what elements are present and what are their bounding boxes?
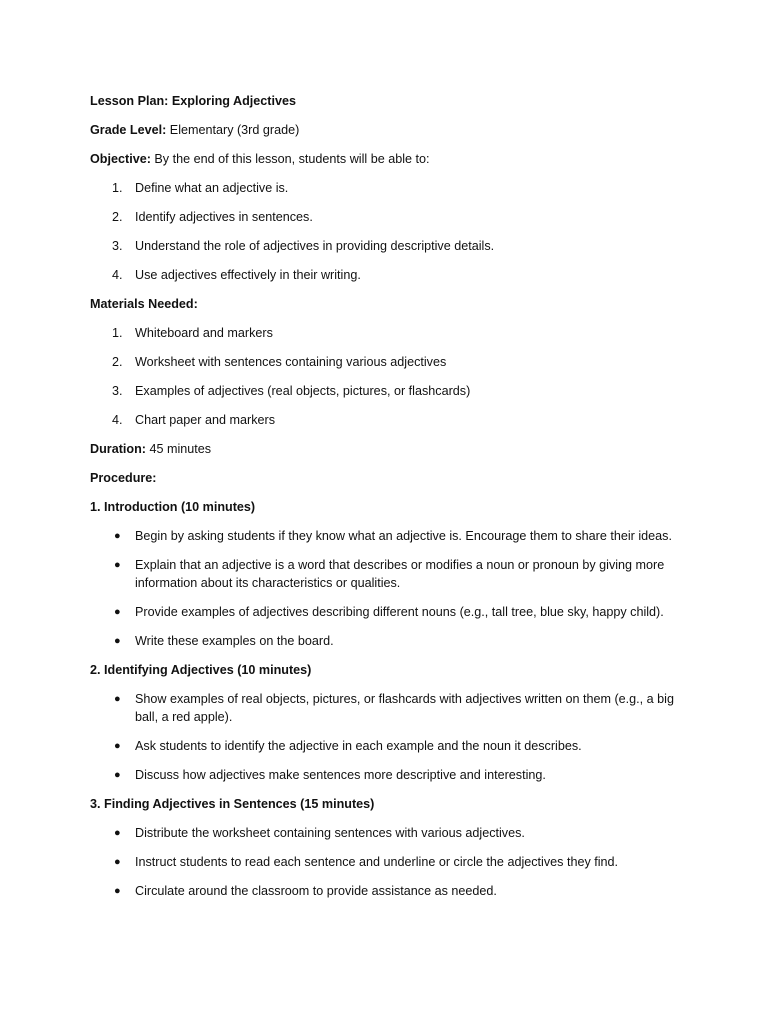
list-item-text: Ask students to identify the adjective in each example and the noun it describes. (135, 739, 582, 753)
list-item (90, 853, 690, 871)
objective-list (90, 179, 690, 284)
objective (90, 150, 690, 168)
list-number: 3. (112, 239, 123, 253)
materials-label: Materials Needed: (90, 297, 198, 311)
list-item-text: Use adjectives effectively in their writing. (135, 268, 361, 282)
list-item (90, 411, 690, 429)
objective-label: Objective: (90, 152, 151, 166)
lesson-title-text: Lesson Plan: Exploring Adjectives (90, 94, 296, 108)
list-number: 2. (112, 355, 123, 369)
list-item (90, 603, 690, 621)
list-number: 2. (112, 210, 123, 224)
list-number: 1. (112, 181, 123, 195)
document-body (90, 92, 690, 911)
section-heading-text: 1. Introduction (10 minutes) (90, 500, 256, 514)
list-item-text: Define what an adjective is. (135, 181, 289, 195)
list-item (90, 824, 690, 842)
materials-heading (90, 295, 690, 313)
materials-list (90, 324, 690, 429)
list-item (90, 237, 690, 255)
lesson-title (90, 92, 690, 110)
list-item-text: Discuss how adjectives make sentences more descriptive and interesting. (135, 768, 546, 782)
list-number: 3. (112, 384, 123, 398)
list-item (90, 353, 690, 371)
list-item-text: Explain that an adjective is a word that describes or modifies a noun or pronoun by giving more information about its characteristics or qualities. (135, 558, 665, 590)
list-item-text: Show examples of real objects, pictures, or flashcards with adjectives written on them (e.g., a big ball, a red apple). (135, 692, 674, 724)
bullet-list (90, 824, 690, 900)
list-item-text: Chart paper and markers (135, 413, 275, 427)
bullet-icon: ● (114, 885, 121, 897)
list-item (90, 382, 690, 400)
bullet-icon: ● (114, 635, 121, 647)
section-heading (90, 795, 690, 813)
bullet-icon: ● (114, 693, 121, 705)
list-item-text: Write these examples on the board. (135, 634, 334, 648)
duration-value: 45 minutes (145, 442, 212, 456)
list-item-text: Distribute the worksheet containing sentences with various adjectives. (135, 826, 525, 840)
grade-level (90, 121, 690, 139)
section-heading-text: 3. Finding Adjectives in Sentences (15 minutes) (90, 797, 375, 811)
bullet-icon: ● (114, 559, 121, 571)
section-heading (90, 661, 690, 679)
list-item-text: Identify adjectives in sentences. (135, 210, 313, 224)
list-number: 4. (112, 413, 123, 427)
list-item-text: Worksheet with sentences containing various adjectives (135, 355, 447, 369)
section-heading-text: 2. Identifying Adjectives (10 minutes) (90, 663, 312, 677)
bullet-icon: ● (114, 856, 121, 868)
list-item (90, 266, 690, 284)
bullet-icon: ● (114, 530, 121, 542)
list-number: 4. (112, 268, 123, 282)
duration (90, 440, 690, 458)
list-item (90, 208, 690, 226)
bullet-icon: ● (114, 740, 121, 752)
duration-label: Duration: (90, 442, 146, 456)
grade-level-label: Grade Level: (90, 123, 167, 137)
list-item (90, 882, 690, 900)
bullet-icon: ● (114, 827, 121, 839)
bullet-list (90, 690, 690, 784)
bullet-icon: ● (114, 606, 121, 618)
list-item (90, 324, 690, 342)
list-item (90, 690, 690, 726)
list-item (90, 737, 690, 755)
list-item-text: Circulate around the classroom to provide assistance as needed. (135, 884, 497, 898)
list-item (90, 766, 690, 784)
list-item-text: Understand the role of adjectives in providing descriptive details. (135, 239, 495, 253)
list-number: 1. (112, 326, 123, 340)
list-item-text: Instruct students to read each sentence and underline or circle the adjectives they find. (135, 855, 619, 869)
objective-value: By the end of this lesson, students will be able to: (150, 152, 430, 166)
procedure-label: Procedure: (90, 471, 157, 485)
procedure-heading (90, 469, 690, 487)
list-item (90, 632, 690, 650)
bullet-icon: ● (114, 769, 121, 781)
list-item-text: Provide examples of adjectives describing different nouns (e.g., tall tree, blue sky, happy child). (135, 605, 664, 619)
list-item-text: Begin by asking students if they know what an adjective is. Encourage them to share their ideas. (135, 529, 672, 543)
list-item (90, 527, 690, 545)
list-item-text: Examples of adjectives (real objects, pictures, or flashcards) (135, 384, 471, 398)
list-item (90, 179, 690, 197)
section-heading (90, 498, 690, 516)
list-item (90, 556, 690, 592)
grade-level-value: Elementary (3rd grade) (166, 123, 300, 137)
bullet-list (90, 527, 690, 650)
list-item-text: Whiteboard and markers (135, 326, 273, 340)
